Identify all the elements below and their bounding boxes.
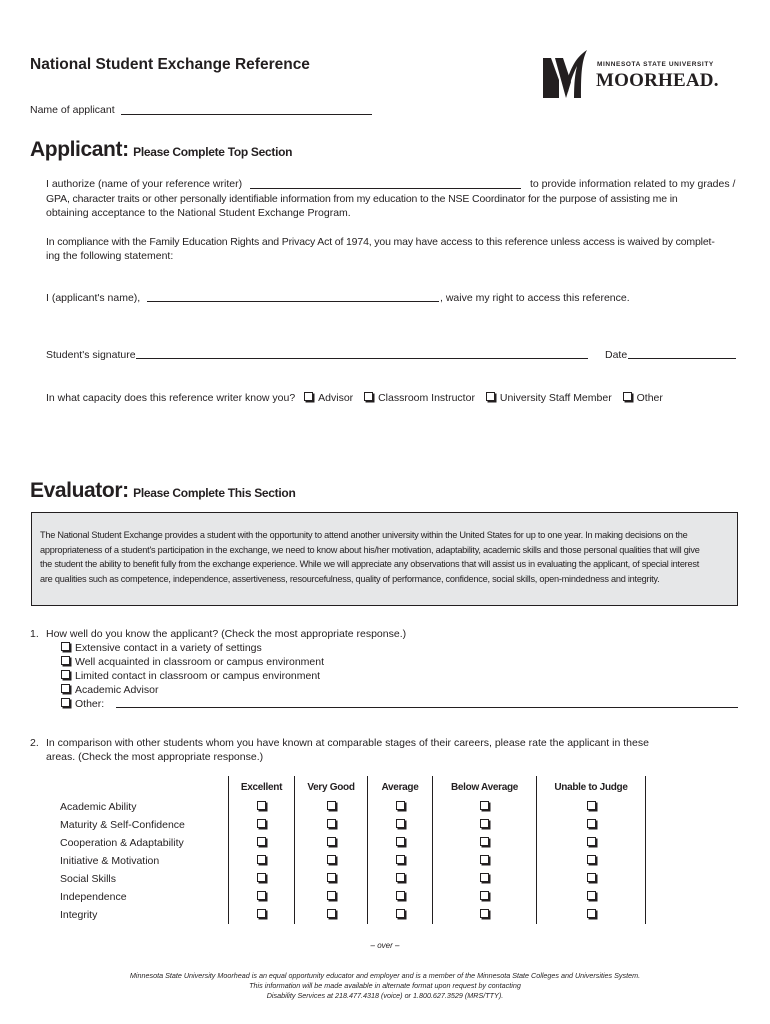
- evaluator-heading: [30, 479, 295, 503]
- signature-field[interactable]: [136, 358, 588, 359]
- evaluator-intro-box: [31, 512, 738, 606]
- checkbox-icon[interactable]: [257, 909, 266, 918]
- checkbox-icon[interactable]: [396, 819, 405, 828]
- checkbox-icon[interactable]: [396, 891, 405, 900]
- intro-line: the student the ability to benefit fully from the exchange experience. While we will appreciate any observations that will assist us in evaluating the applicant, of special interest: [40, 559, 700, 569]
- logo-name: MOORHEAD.: [596, 70, 719, 91]
- checkbox-icon[interactable]: [61, 684, 70, 693]
- column-header: Below Average: [433, 776, 537, 798]
- table-row: [47, 852, 646, 870]
- signature-label: Student's signature: [46, 349, 136, 361]
- checkbox-icon[interactable]: [480, 909, 489, 918]
- capacity-row: [46, 391, 663, 405]
- checkbox-icon[interactable]: [257, 855, 266, 864]
- checkbox-icon[interactable]: [587, 801, 596, 810]
- evaluator-heading-small: Please Complete This Section: [133, 486, 296, 500]
- intro-line: The National Student Exchange provides a student with the opportunity to attend another university within the United States for up to one year. In making decisions on the: [40, 530, 688, 540]
- rating-header-row: [47, 776, 646, 798]
- moorhead-m-icon: [541, 48, 589, 100]
- q1-option[interactable]: Limited contact in classroom or campus environment: [61, 669, 320, 683]
- row-label: Academic Ability: [60, 801, 137, 813]
- checkbox-icon[interactable]: [304, 392, 313, 401]
- checkbox-icon[interactable]: [480, 801, 489, 810]
- waive-pre: I (applicant's name),: [46, 292, 141, 304]
- checkbox-icon[interactable]: [396, 855, 405, 864]
- checkbox-icon[interactable]: [396, 801, 405, 810]
- footer-line3: Disability Services at 218.477.4318 (voice) or 1.800.627.3529 (MRS/TTY).: [266, 991, 504, 1000]
- checkbox-icon[interactable]: [587, 891, 596, 900]
- capacity-option-other[interactable]: Other: [623, 392, 663, 404]
- compliance-line1: In compliance with the Family Education Rights and Privacy Act of 1974, you may have access to this reference unless access is waived by complet-: [46, 236, 715, 248]
- row-label: Integrity: [60, 909, 98, 921]
- checkbox-icon[interactable]: [61, 642, 70, 651]
- authorize-pre: I authorize (name of your reference writer): [46, 178, 243, 190]
- over-note: – over –: [370, 941, 400, 950]
- q1-option[interactable]: Well acquainted in classroom or campus environment: [61, 655, 324, 669]
- checkbox-icon[interactable]: [480, 855, 489, 864]
- applicant-heading: [30, 138, 292, 162]
- checkbox-icon[interactable]: [257, 837, 266, 846]
- row-label: Independence: [60, 891, 127, 903]
- authorize-line2: GPA, character traits or other personally identifiable information from my education to the NSE Coordinator for the purpose of assisting me in: [46, 193, 678, 205]
- checkbox-icon[interactable]: [364, 392, 373, 401]
- table-row: [47, 906, 646, 924]
- checkbox-icon[interactable]: [327, 891, 336, 900]
- table-row: [47, 834, 646, 852]
- capacity-option-staff[interactable]: University Staff Member: [486, 392, 612, 404]
- checkbox-icon[interactable]: [587, 873, 596, 882]
- checkbox-icon[interactable]: [327, 837, 336, 846]
- checkbox-icon[interactable]: [327, 801, 336, 810]
- authorize-post: to provide information related to my grades /: [530, 178, 736, 190]
- checkbox-icon[interactable]: [480, 837, 489, 846]
- authorize-line3: obtaining acceptance to the National Student Exchange Program.: [46, 207, 351, 219]
- table-row: [47, 816, 646, 834]
- row-label: Social Skills: [60, 873, 117, 885]
- table-row: [47, 870, 646, 888]
- university-logo: [541, 48, 741, 100]
- logo-top-text: MINNESOTA STATE UNIVERSITY: [597, 61, 714, 68]
- capacity-option-instructor[interactable]: Classroom Instructor: [364, 392, 475, 404]
- q1-text: How well do you know the applicant? (Check the most appropriate response.): [46, 628, 407, 640]
- checkbox-icon[interactable]: [327, 819, 336, 828]
- applicant-name-field[interactable]: [147, 301, 439, 302]
- checkbox-icon[interactable]: [623, 392, 632, 401]
- checkbox-icon[interactable]: [257, 801, 266, 810]
- checkbox-icon[interactable]: [257, 873, 266, 882]
- checkbox-icon[interactable]: [587, 819, 596, 828]
- row-label: Maturity & Self-Confidence: [60, 819, 185, 831]
- capacity-question: In what capacity does this reference writer know you?: [46, 392, 296, 404]
- date-label: Date: [605, 349, 628, 361]
- checkbox-icon[interactable]: [486, 392, 495, 401]
- row-label: Initiative & Motivation: [60, 855, 160, 867]
- checkbox-icon[interactable]: [61, 698, 70, 707]
- reference-writer-name-field[interactable]: [250, 188, 521, 189]
- intro-line: appropriateness of a student's participation in the exchange, we need to know about his/her motivation, adaptability, academic skills and those personal qualities that will give: [40, 544, 700, 555]
- q2-number: 2.: [30, 737, 39, 749]
- checkbox-icon[interactable]: [396, 873, 405, 882]
- rating-table: [47, 776, 646, 924]
- q1-other-field[interactable]: [116, 707, 738, 708]
- footer-line2: This information will be made available in alternate format upon request by contacting: [249, 981, 521, 990]
- q1-option[interactable]: Extensive contact in a variety of settings: [61, 641, 262, 655]
- column-header: Average: [368, 776, 433, 798]
- checkbox-icon[interactable]: [396, 837, 405, 846]
- evaluator-heading-big: Evaluator:: [30, 479, 129, 502]
- column-header: Very Good: [295, 776, 368, 798]
- checkbox-icon[interactable]: [587, 855, 596, 864]
- page-title: National Student Exchange Reference: [30, 56, 310, 73]
- checkbox-icon[interactable]: [480, 873, 489, 882]
- checkbox-icon[interactable]: [396, 909, 405, 918]
- capacity-option-advisor[interactable]: Advisor: [304, 392, 353, 404]
- table-row: [47, 888, 646, 906]
- date-field[interactable]: [628, 358, 736, 359]
- column-header: Unable to Judge: [537, 776, 646, 798]
- checkbox-icon[interactable]: [480, 891, 489, 900]
- applicant-heading-small: Please Complete Top Section: [133, 145, 293, 159]
- row-label: Cooperation & Adaptability: [60, 837, 184, 849]
- compliance-line2: ing the following statement:: [46, 250, 174, 262]
- name-of-applicant-label: Name of applicant: [30, 104, 115, 116]
- checkbox-icon[interactable]: [61, 656, 70, 665]
- column-header: Excellent: [229, 776, 295, 798]
- checkbox-icon[interactable]: [327, 855, 336, 864]
- waive-post: , waive my right to access this reference.: [440, 292, 630, 304]
- checkbox-icon[interactable]: [257, 819, 266, 828]
- q2-text-line1: In comparison with other students whom you have known at comparable stages of their careers, please rate the applicant in these: [46, 737, 649, 749]
- q1-option[interactable]: Other:: [61, 697, 104, 711]
- checkbox-icon[interactable]: [480, 819, 489, 828]
- table-row: [47, 798, 646, 816]
- checkbox-icon[interactable]: [587, 837, 596, 846]
- q1-number: 1.: [30, 628, 39, 640]
- footer-line1: Minnesota State University Moorhead is an equal opportunity educator and employer and is a member of the Minnesota State Colleges and Universities System.: [129, 971, 641, 980]
- q1-option[interactable]: Academic Advisor: [61, 683, 158, 697]
- checkbox-icon[interactable]: [327, 873, 336, 882]
- checkbox-icon[interactable]: [587, 909, 596, 918]
- checkbox-icon[interactable]: [61, 670, 70, 679]
- name-of-applicant-field[interactable]: [121, 114, 372, 115]
- checkbox-icon[interactable]: [257, 891, 266, 900]
- q2-text-line2: areas. (Check the most appropriate response.): [46, 751, 264, 763]
- checkbox-icon[interactable]: [327, 909, 336, 918]
- applicant-heading-big: Applicant:: [30, 138, 129, 161]
- intro-line: are qualities such as competence, independence, assertiveness, resourcefulness, quality of performance, confidence, social skills, open-mindedness and integrity.: [40, 573, 660, 584]
